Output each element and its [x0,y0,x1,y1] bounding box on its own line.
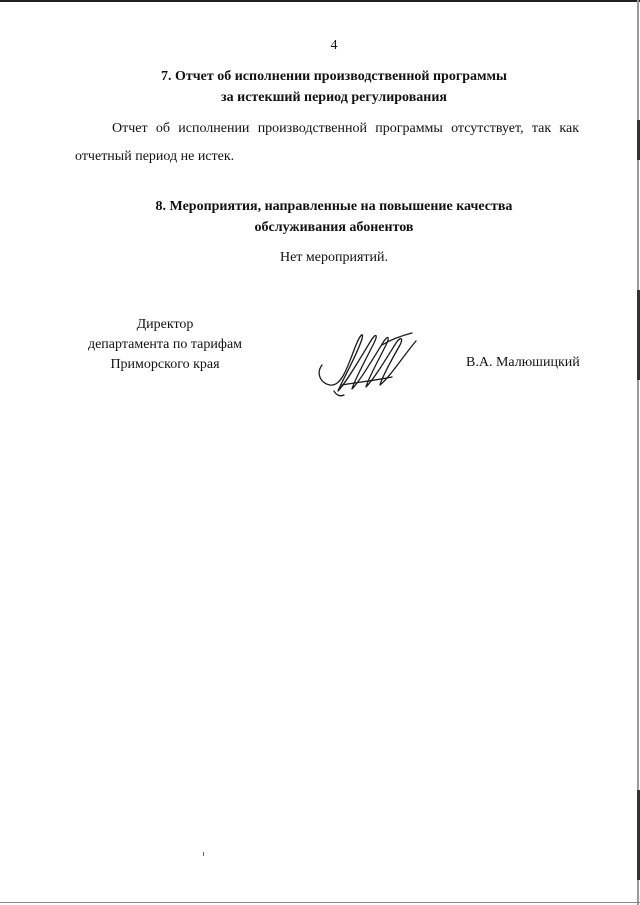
section-7-title-line2: за истекший период регулирования [221,90,447,105]
scan-edge-top [0,0,640,2]
handwritten-signature [312,325,422,400]
section-7-paragraph: Отчет об исполнении производственной программы отсутствует, так как отчетный период не истек. [75,121,579,164]
scan-speck [203,852,204,856]
scan-edge-bottom [0,902,640,903]
page-number: 4 [330,38,338,53]
section-7-heading [0,66,640,108]
section-8-title-line1: 8. Мероприятия, направленные на повышение качества [155,199,513,214]
section-8-title-line2: обслуживания абонентов [254,220,414,235]
position-line3: Приморского края [110,357,220,372]
section-7-title-line1: 7. Отчет об исполнении производственной программы [160,69,507,84]
signer-position [60,315,270,375]
position-line2: департамента по тарифам [87,337,243,352]
position-line1: Директор [136,317,194,332]
signer-name: В.А. Малюшицкий [466,355,580,370]
section-8-text: Нет мероприятий. [279,250,389,265]
section-8-heading [0,196,640,238]
